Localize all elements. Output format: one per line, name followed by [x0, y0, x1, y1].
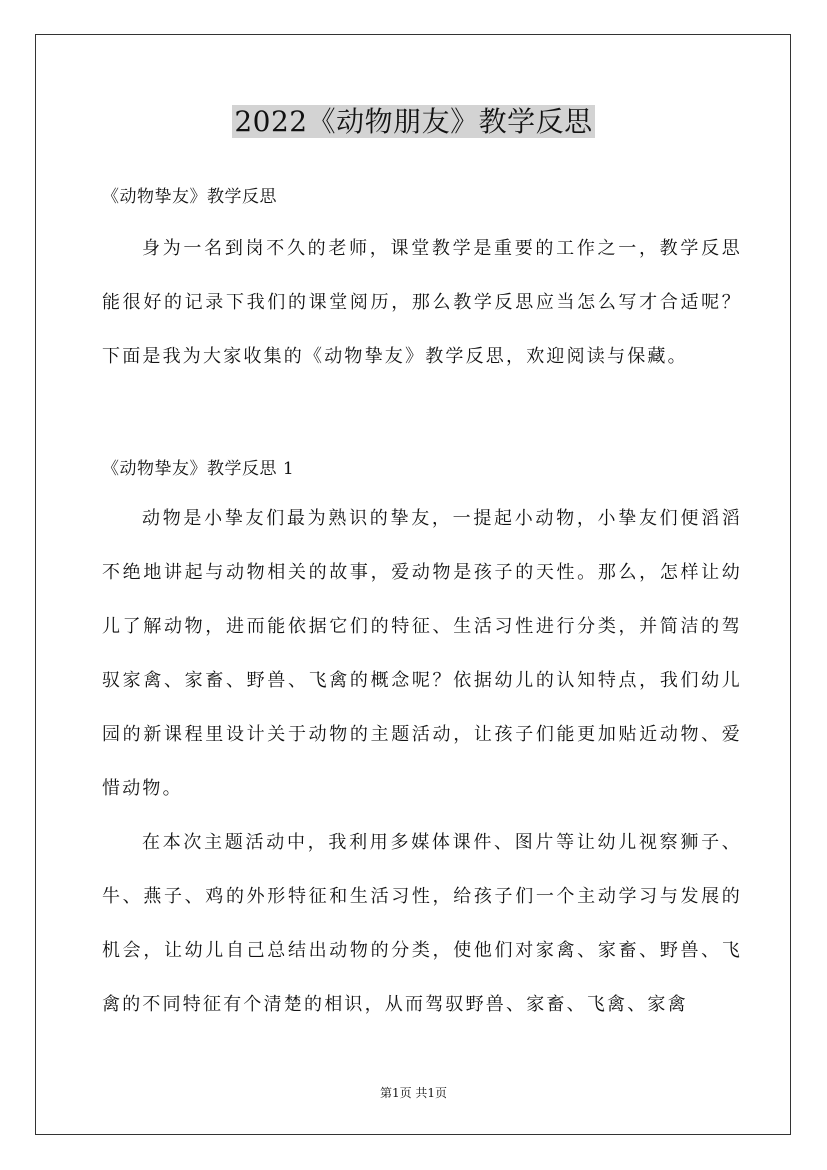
body-paragraph-2: 在本次主题活动中，我利用多媒体课件、图片等让幼儿视察狮子、牛、燕子、鸡的外形特征和生活习性，给孩子们一个主动学习与发展的机会，让幼儿自己总结出动物的分类，使他们对家禽、家畜、野兽、飞禽的不同特征有个清楚的相识，从而驾驭野兽、家畜、飞禽、家禽 — [102, 832, 742, 1015]
document-title: 2022《动物朋友》教学反思 — [234, 105, 593, 138]
body-paragraph-1: 动物是小挚友们最为熟识的挚友，一提起小动物，小挚友们便滔滔不绝地讲起与动物相关的故事，爱动物是孩子的天性。那么，怎样让幼儿了解动物，进而能依据它们的特征、生活习性进行分类，并简洁的驾驭家禽、家畜、野兽、飞禽的概念呢？依据幼儿的认知特点，我们幼儿园的新课程里设计关于动物的主题活动，让孩子们能更加贴近动物、爱惜动物。 — [102, 508, 742, 799]
document-subtitle: 《动物挚友》教学反思 — [102, 187, 277, 207]
intro-paragraph: 身为一名到岗不久的老师，课堂教学是重要的工作之一，教学反思能很好的记录下我们的课堂阅历，那么教学反思应当怎么写才合适呢？下面是我为大家收集的《动物挚友》教学反思，欢迎阅读与保藏。 — [102, 238, 742, 367]
section-heading: 《动物挚友》教学反思 1 — [102, 459, 295, 479]
page-number-footer: 第1页 共1页 — [379, 1086, 448, 1100]
